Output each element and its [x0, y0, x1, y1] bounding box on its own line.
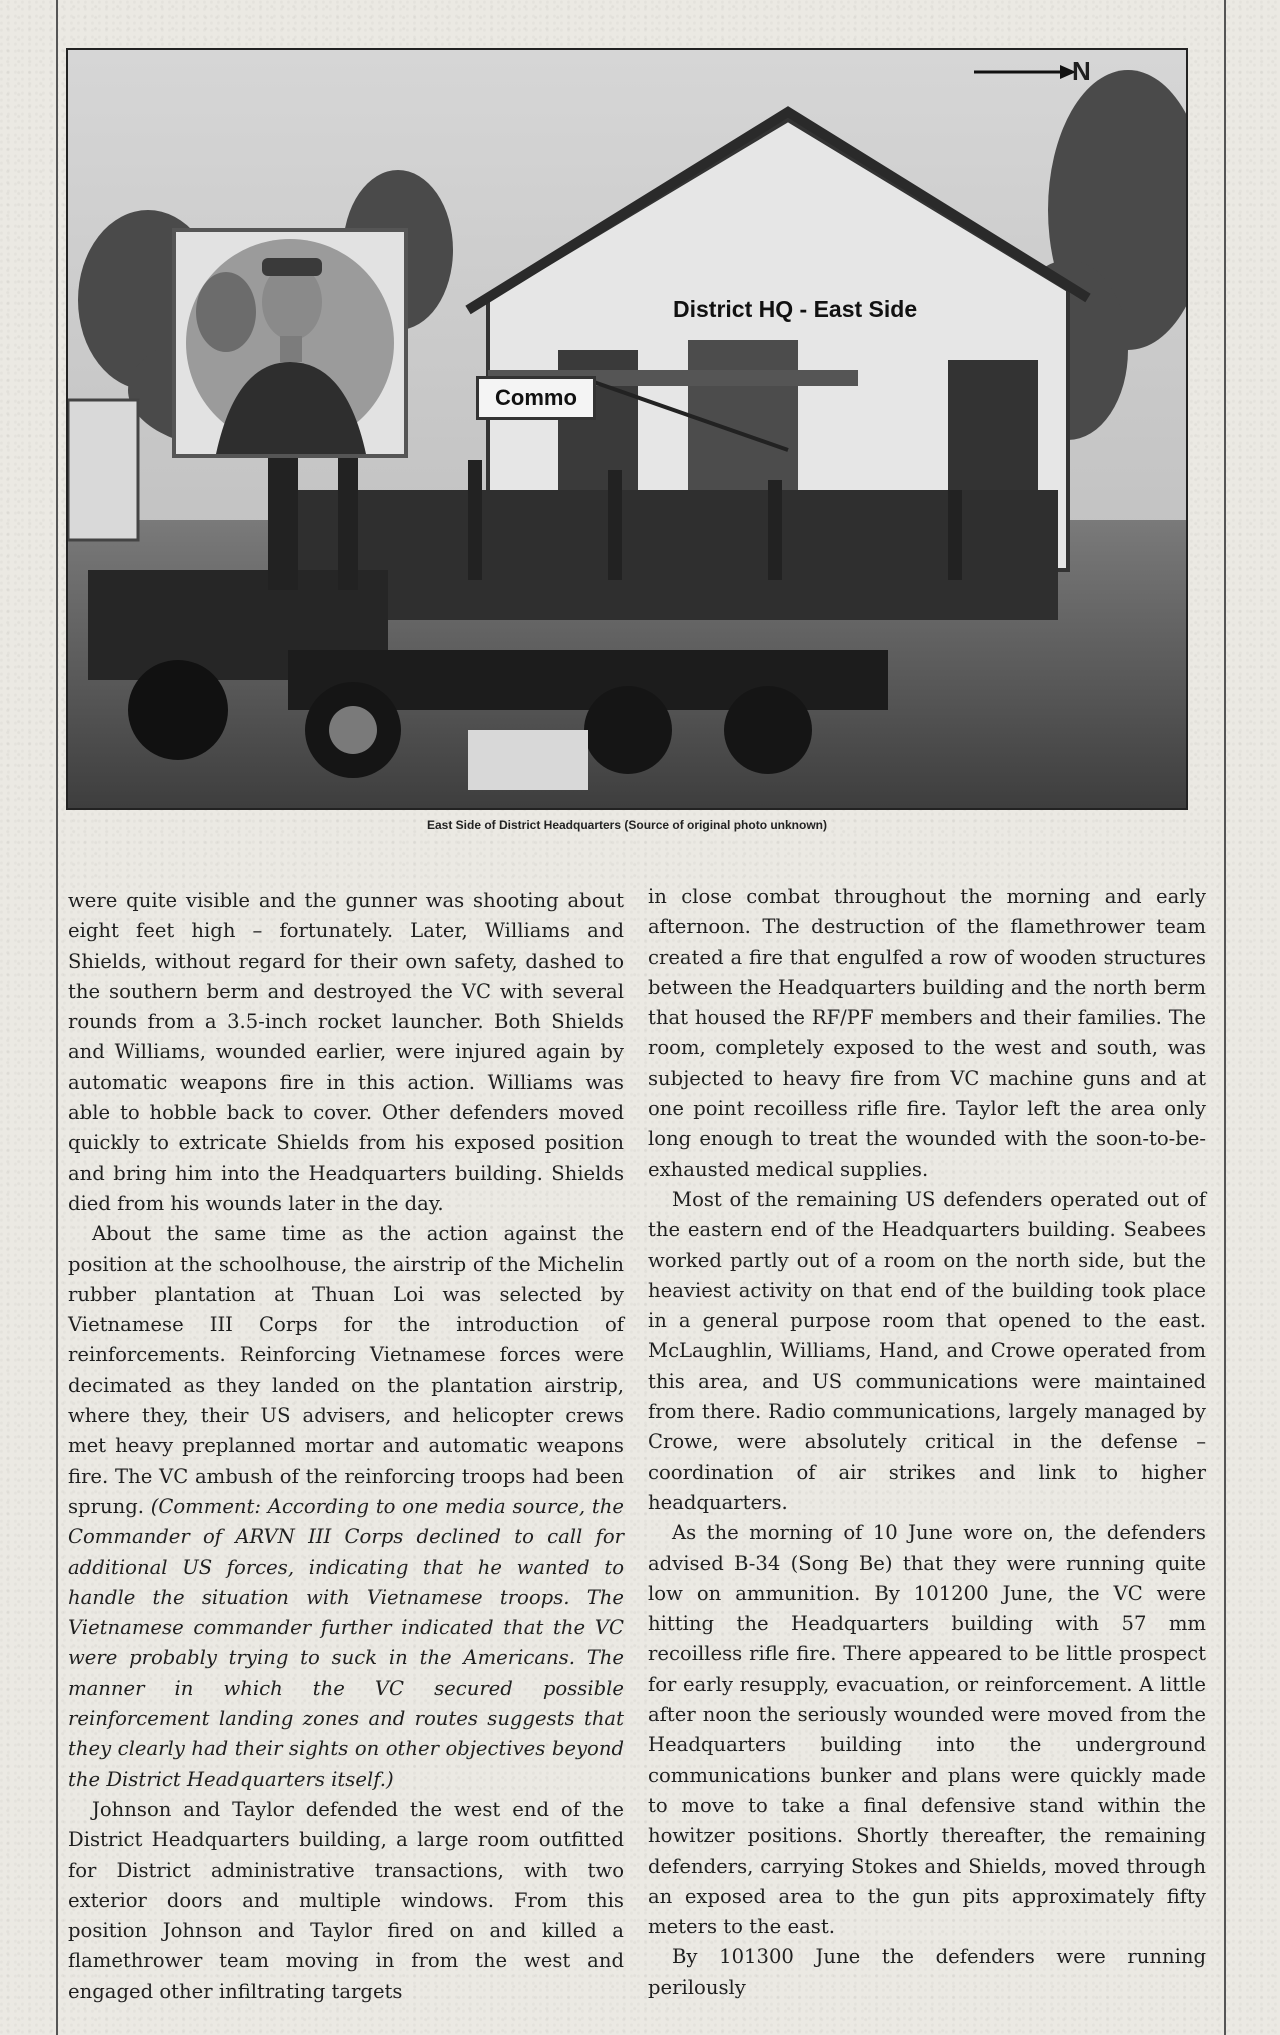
paragraph: [68, 1219, 624, 1795]
left-margin-rule: [56, 0, 58, 2035]
column-left: [68, 886, 624, 2007]
district-hq-photo: [66, 48, 1188, 810]
paragraph-continued: in close combat throughout the morning and early afternoon. The destruction of the flamethrower team created a fire that engulfed a row of wooden structures between the Headquarters building and the north berm that housed the RF/PF members and their families. The room, completely exposed to the west and south, was subjected to heavy fire from VC machine guns and at one point recoilless rifle fire. Taylor left the area only long enough to treat the wounded with the soon-to-be-exhausted medical supplies.: [648, 885, 1206, 1181]
commo-label: Commo: [476, 376, 596, 420]
paragraph-continued: were quite visible and the gunner was shooting about eight feet high – fortunately. Later, Williams and Shields, without regard for their own safety, dashed to the southern berm and destroyed the VC with several rounds from a 3.5-inch rocket launcher. Both Shields and Williams, wounded earlier, were injured again by automatic weapons fire in this action. Williams was able to hobble back to cover. Other defenders moved quickly to extricate Shields from his exposed position and bring him into the Headquarters building. Shields died from his wounds later in the day.: [68, 889, 624, 1215]
right-margin-rule: [1224, 0, 1226, 2035]
column-right: [648, 882, 1206, 2003]
north-label: N: [1072, 56, 1091, 86]
paragraph: By 101300 June the defenders were running perilously: [648, 1945, 1206, 1999]
comment-text: (Comment: According to one media source, the Commander of ARVN III Corps declined to call for additional US forces, indicating that he wanted to handle the situation with Vietnamese troops. The Vietnamese commander further indicated that the VC were probably trying to suck in the Americans. The manner in which the VC secured possible reinforcement landing zones and routes suggests that they clearly had their sights on other objectives beyond the District Headquarters itself.): [68, 1494, 624, 1791]
soldier-portrait: [176, 232, 404, 454]
paragraph: As the morning of 10 June wore on, the defenders advised B-34 (Song Be) that they were running quite low on ammunition. By 101200 June, the VC were hitting the Headquarters building with 57 mm recoilless rifle fire. There appeared to be little prospect for early resupply, evacuation, or reinforcement. A little after noon the seriously wounded were moved from the Headquarters building into the underground communications bunker and plans were quickly made to move to take a final defensive stand within the howitzer positions. Shortly thereafter, the remaining defenders, carrying Stokes and Shields, moved through an exposed area to the gun pits approximately fifty meters to the east.: [648, 1521, 1206, 1939]
photo-caption: East Side of District Headquarters (Source of original photo unknown): [426, 818, 828, 832]
paragraph: Most of the remaining US defenders operated out of the eastern end of the Headquarters building. Seabees worked partly out of a room on the north side, but the heaviest activity on that end of the building took place in a general purpose room that opened to the east. McLaughlin, Williams, Hand, and Crowe operated from this area, and US communications were maintained from there. Radio communications, largely managed by Crowe, were absolutely critical in the defense – coordination of air strikes and link to higher headquarters.: [648, 1187, 1206, 1514]
hq-label: District HQ - East Side: [673, 296, 918, 322]
paragraph: Johnson and Taylor defended the west end of the District Headquarters building, a large room outfitted for District administrative transactions, with two exterior doors and multiple windows. From this position Johnson and Taylor fired on and killed a flamethrower team moving in from the west and engaged other infiltrating targets: [68, 1797, 624, 2003]
portrait-inset: [172, 228, 408, 458]
paragraph-text: About the same time as the action against the position at the schoolhouse, the airstrip of the Michelin rubber plantation at Thuan Loi was selected by Vietnamese III Corps for the introduction of reinforcements. Reinforcing Vietnamese forces were decimated as they landed on the plantation airstrip, where they, their US advisers, and helicopter crews met heavy preplanned mortar and automatic weapons fire. The VC ambush of the reinforcing troops had been sprung.: [68, 1222, 624, 1518]
